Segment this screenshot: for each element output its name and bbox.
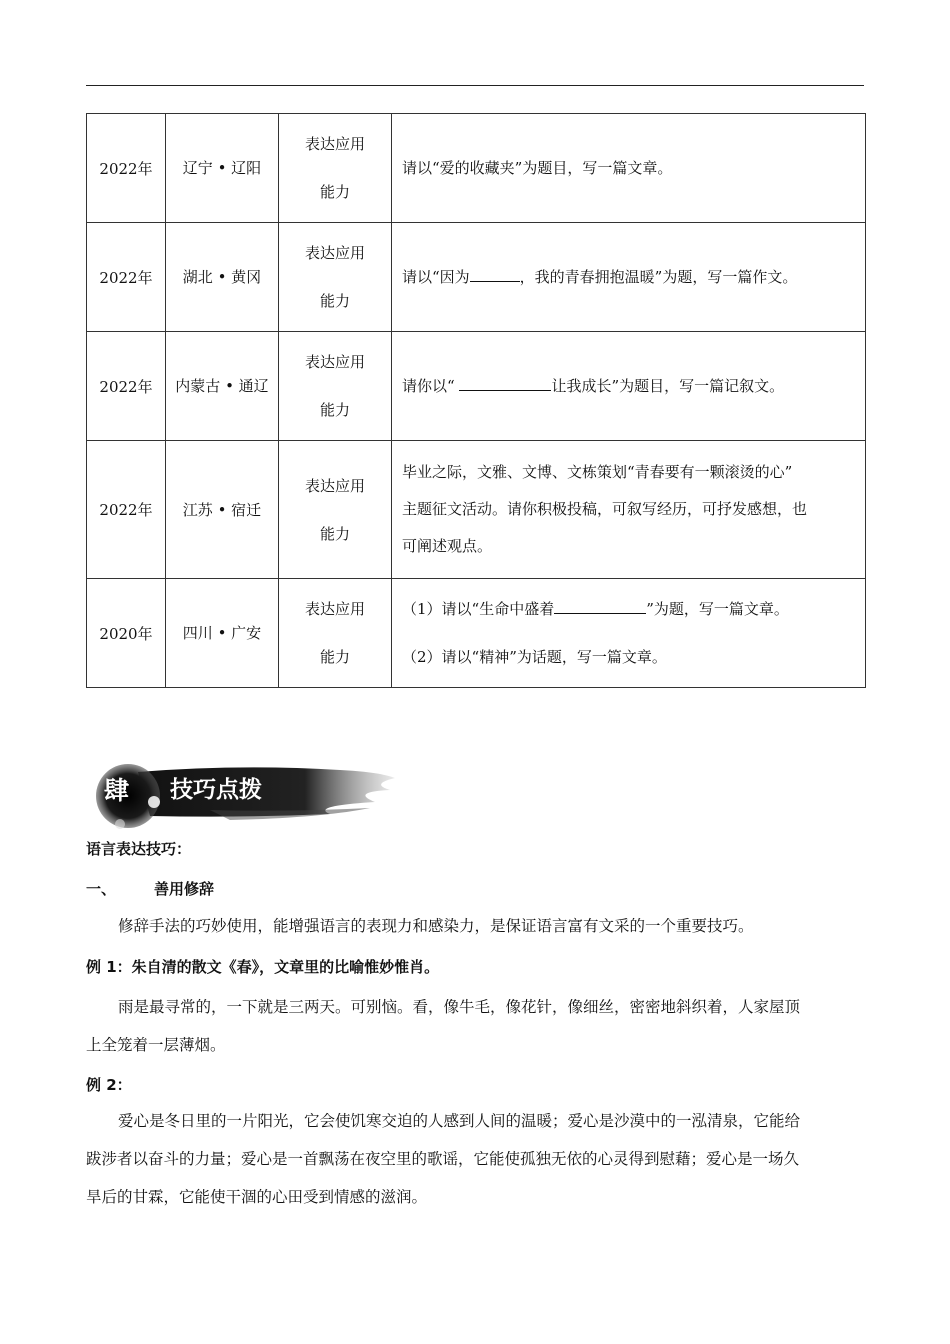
place-cell: 内蒙古 • 通辽 bbox=[166, 332, 279, 441]
header-rule bbox=[86, 85, 864, 86]
topic-cell bbox=[392, 332, 866, 441]
topic-text: 主题征文活动。请你积极投稿，可叙写经历，可抒发感想，也 bbox=[402, 500, 808, 518]
year-cell: 2022年 bbox=[87, 441, 166, 579]
topic-text: ，我的青春拥抱温暖”为题，写一篇作文。 bbox=[519, 267, 798, 286]
skill-cell bbox=[279, 114, 392, 223]
topic-text: 可阐述观点。 bbox=[402, 537, 493, 555]
section-number-glyph: 肆 bbox=[104, 776, 130, 805]
example-line: 爱心是冬日里的一片阳光，它会使饥寒交迫的人感到人间的温暖；爱心是沙漠中的一泓清泉，它能给 bbox=[118, 1112, 801, 1130]
subheading bbox=[86, 878, 866, 899]
table-row bbox=[87, 441, 866, 579]
topic-text: 请你以“ bbox=[402, 376, 460, 395]
example-line: 跋涉者以奋斗的力量；爱心是一首飘荡在夜空里的歌谣，它能使孤独无依的心灵得到慰藉；爱心是一场久 bbox=[86, 1150, 800, 1168]
topic-cell bbox=[392, 579, 866, 688]
skill-line: 能力 bbox=[319, 183, 350, 201]
example-paragraph bbox=[86, 1102, 866, 1216]
section-title: 技巧点拨 bbox=[170, 777, 262, 803]
place-cell: 江苏 • 宿迁 bbox=[166, 441, 279, 579]
skill-line: 能力 bbox=[319, 401, 350, 419]
skill-line: 表达应用 bbox=[304, 135, 365, 153]
skill-line: 能力 bbox=[319, 292, 350, 310]
fill-blank bbox=[470, 266, 520, 282]
skill-cell bbox=[279, 332, 392, 441]
fill-blank bbox=[554, 598, 646, 614]
topic-text: （2）请以“精神”为话题，写一篇文章。 bbox=[402, 648, 667, 666]
topic-cell bbox=[392, 223, 866, 332]
skill-line: 能力 bbox=[319, 524, 350, 543]
content-heading: 语言表达技巧： bbox=[86, 840, 192, 858]
topic-cell bbox=[392, 114, 866, 223]
year-cell: 2022年 bbox=[87, 114, 166, 223]
skill-line: 能力 bbox=[319, 648, 350, 666]
topic-text: ”为题，写一篇文章。 bbox=[646, 600, 789, 618]
topic-text: 请以“因为 bbox=[402, 267, 470, 286]
topic-text bbox=[402, 585, 855, 633]
skill-cell bbox=[279, 223, 392, 332]
skill-cell bbox=[279, 441, 392, 579]
skill-cell bbox=[279, 579, 392, 688]
example-line: 雨是最寻常的，一下就是三两天。可别恼。看，像牛毛，像花针，像细丝，密密地斜织着，人家屋顶 bbox=[118, 998, 801, 1016]
subheading-number: 一、 bbox=[86, 880, 117, 898]
example-title: 例 1：朱自清的散文《春》，文章里的比喻惟妙惟肖。 bbox=[86, 958, 440, 976]
fill-blank bbox=[459, 375, 551, 391]
intro-paragraph: 修辞手法的巧妙使用，能增强语言的表现力和感染力，是保证语言富有文采的一个重要技巧。 bbox=[118, 917, 754, 935]
table-row bbox=[87, 114, 866, 223]
place-cell: 湖北 • 黄冈 bbox=[166, 223, 279, 332]
subheading-title: 善用修辞 bbox=[154, 880, 215, 898]
topic-text: （1）请以“生命中盛着 bbox=[402, 600, 555, 618]
topic-text: 请以“爱的收藏夹”为题目，写一篇文章。 bbox=[402, 158, 673, 177]
table-row bbox=[87, 579, 866, 688]
skill-line: 表达应用 bbox=[304, 600, 365, 618]
skill-line: 表达应用 bbox=[304, 353, 365, 371]
year-cell: 2022年 bbox=[87, 332, 166, 441]
place-cell: 四川 • 广安 bbox=[166, 579, 279, 688]
topic-text: 毕业之际，文雅、文博、文栋策划“青春要有一颗滚烫的心” bbox=[402, 463, 793, 481]
example-paragraph bbox=[86, 988, 866, 1064]
exam-topics-table bbox=[86, 113, 866, 688]
example-line: 旱后的甘霖，它能使干涸的心田受到情感的滋润。 bbox=[86, 1188, 428, 1206]
topic-cell bbox=[392, 441, 866, 579]
example-title: 例 2： bbox=[86, 1076, 132, 1094]
table-row bbox=[87, 223, 866, 332]
table-row bbox=[87, 332, 866, 441]
skill-line: 表达应用 bbox=[304, 244, 365, 262]
place-cell: 辽宁 • 辽阳 bbox=[166, 114, 279, 223]
example-line: 上全笼着一层薄烟。 bbox=[86, 1036, 226, 1054]
year-cell: 2022年 bbox=[87, 223, 166, 332]
year-cell: 2020年 bbox=[87, 579, 166, 688]
skill-line: 表达应用 bbox=[304, 476, 365, 495]
topic-text: 让我成长”为题目，写一篇记叙文。 bbox=[551, 376, 785, 395]
